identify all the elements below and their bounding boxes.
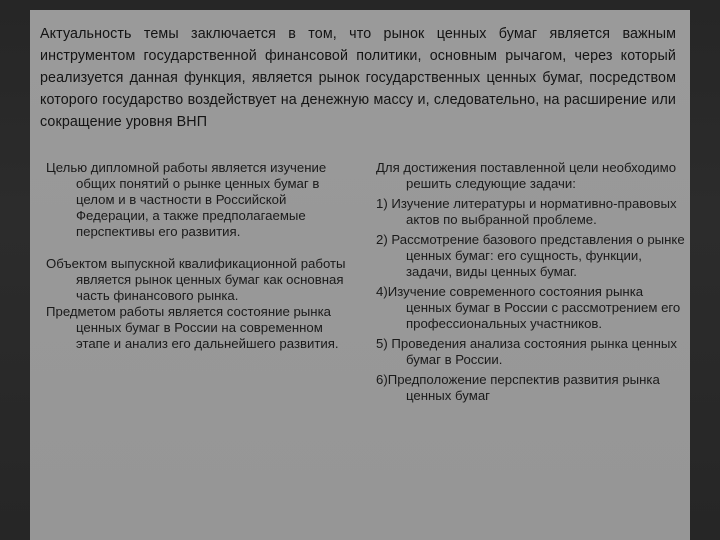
goal-paragraph: Целью дипломной работы является изучение общих понятий о рынке ценных бумаг в целом и в частности в Российской Федерации, а также предполагаемые перспективы его развития. [46, 160, 327, 239]
task-item: 1) Изучение литературы и нормативно-правовых актов по выбранной проблеме. [376, 196, 677, 227]
task-item: 5) Проведения анализа состояния рынка ценных бумаг в России. [376, 336, 678, 367]
task-item: 4)Изучение современного состояния рынка ценных бумаг в России с рассмотрением его профессиональных участников. [376, 284, 681, 331]
task-item: 6)Предположение перспектив развития рынка ценных бумаг [376, 372, 660, 403]
intro-paragraph: Актуальность темы заключается в том, что рынок ценных бумаг является важным инструментом государственной финансовой политики, основным рычагом, через который реализуется данная функция, является рынок государственных ценных бумаг, посредством которого государство воздействует на денежную массу и, следовательно, на расширение или сокращение уровня ВНП [40, 26, 676, 130]
task-item: 2) Рассмотрение базового представления о рынке ценных бумаг: его сущность, функции, задачи, виды ценных бумаг. [376, 232, 685, 279]
tasks-lead: Для достижения поставленной цели необходимо решить следующие задачи: [376, 160, 677, 191]
left-column [46, 160, 346, 352]
spacer [46, 240, 346, 256]
subject-paragraph: Предметом работы является состояние рынка ценных бумаг в России на современном этапе и анализ его дальнейшего развития. [46, 304, 339, 351]
right-column [376, 160, 686, 408]
object-paragraph: Объектом выпускной квалификационной работы является рынок ценных бумаг как основная часть финансового рынка. [46, 256, 346, 303]
